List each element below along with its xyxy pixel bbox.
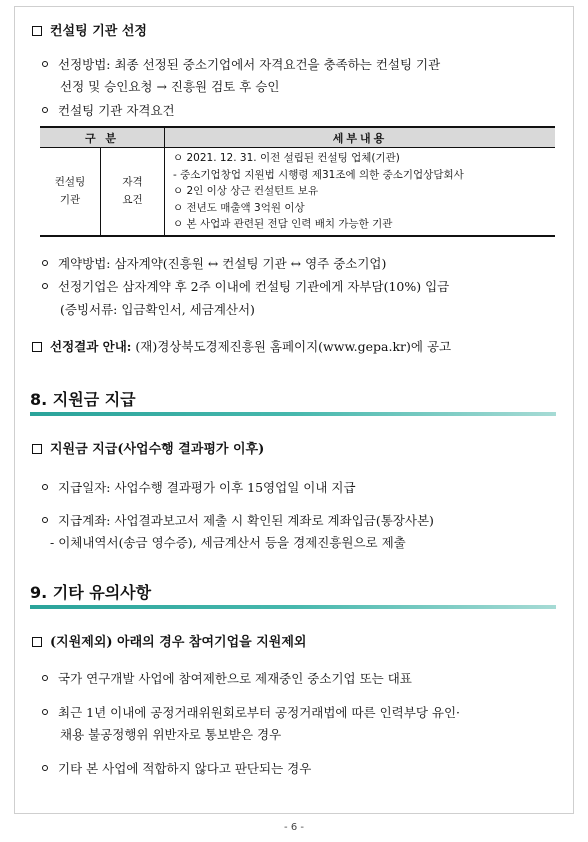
circle-bullet-icon bbox=[42, 517, 48, 523]
row-category-qual: 자격 요건 bbox=[101, 148, 165, 236]
qualification-bullet: 컨설팅 기관 자격요건 bbox=[42, 101, 175, 119]
exclusion-header: (지원제외) 아래의 경우 참여기업을 지원제외 bbox=[32, 631, 306, 650]
method-continuation: 선정 및 승인요청 → 진흥원 검토 후 승인 bbox=[60, 79, 280, 94]
contract-bullet: 계약방법: 삼자계약(진흥원 ↔ 컨설팅 기관 ↔ 영주 중소기업) bbox=[42, 254, 386, 272]
detail-line: ㅇ 전년도 매출액 3억원 이상 bbox=[173, 201, 305, 214]
detail-line: ㅇ 2인 이상 상근 컨설턴트 보유 bbox=[173, 185, 319, 197]
row-details bbox=[165, 148, 556, 236]
circle-bullet-icon bbox=[42, 107, 48, 113]
payment-sub-note: - 이체내역서(송금 영수증), 세금계산서 등을 경제진흥원으로 제출 bbox=[50, 535, 406, 550]
circle-bullet-icon bbox=[42, 61, 48, 67]
checkbox-square-icon bbox=[32, 26, 42, 36]
circle-bullet-icon bbox=[42, 709, 48, 715]
deposit-continuation: (증빙서류: 입금확인서, 세금계산서) bbox=[60, 302, 255, 317]
payment-header: 지원금 지급(사업수행 결과평가 이후) bbox=[32, 438, 264, 457]
method-bullet: 선정방법: 최종 선정된 중소기업에서 자격요건을 충족하는 컨설팅 기관 bbox=[42, 55, 440, 73]
checkbox-square-icon bbox=[32, 444, 42, 454]
exclusion-bullet-1: 국가 연구개발 사업에 참여제한으로 제재중인 중소기업 또는 대표 bbox=[42, 669, 412, 687]
checkbox-square-icon bbox=[32, 637, 42, 647]
exclusion-bullet-2-continuation: 채용 불공정행위 위반자로 통보받은 경우 bbox=[60, 727, 282, 742]
payment-account-bullet: 지급계좌: 사업결과보고서 제출 시 확인된 계좌로 계좌입금(통장사본) bbox=[42, 511, 434, 529]
deposit-bullet: 선정기업은 삼자계약 후 2주 이내에 컨설팅 기관에게 자부담(10%) 입금 bbox=[42, 277, 449, 295]
table-header-details: 세부내용 bbox=[165, 127, 556, 148]
circle-bullet-icon bbox=[42, 765, 48, 771]
checkbox-square-icon bbox=[32, 342, 42, 352]
row-category-org: 컨설팅 기관 bbox=[40, 148, 101, 236]
section-8-title: 8. 지원금 지급 bbox=[30, 390, 136, 409]
detail-line: ㅇ 본 사업과 관련된 전담 인력 배치 가능한 기관 bbox=[173, 218, 393, 230]
circle-bullet-icon bbox=[42, 283, 48, 289]
section-8-divider bbox=[30, 412, 556, 416]
table-header-category: 구 분 bbox=[40, 127, 165, 148]
qualification-table bbox=[40, 126, 555, 237]
circle-bullet-icon bbox=[42, 484, 48, 490]
detail-line: - 중소기업창업 지원법 시행령 제31조에 의한 중소기업상담회사 bbox=[173, 168, 464, 181]
page-number: - 6 - bbox=[284, 822, 304, 833]
selection-header: 컨설팅 기관 선정 bbox=[32, 20, 147, 39]
exclusion-bullet-2: 최근 1년 이내에 공정거래위원회로부터 공정거래법에 따른 인력부당 유인· bbox=[42, 703, 460, 721]
circle-bullet-icon bbox=[42, 260, 48, 266]
exclusion-bullet-3: 기타 본 사업에 적합하지 않다고 판단되는 경우 bbox=[42, 759, 311, 777]
section-9-divider bbox=[30, 605, 556, 609]
payment-date-bullet: 지급일자: 사업수행 결과평가 이후 15영업일 이내 지급 bbox=[42, 478, 356, 496]
result-notice: 선정결과 안내: (재)경상북도경제진흥원 홈페이지(www.gepa.kr)에 공고 bbox=[32, 337, 451, 355]
circle-bullet-icon bbox=[42, 675, 48, 681]
section-9-title: 9. 기타 유의사항 bbox=[30, 583, 152, 602]
detail-line: ㅇ 2021. 12. 31. 이전 설립된 컨설팅 업체(기관) bbox=[173, 152, 400, 164]
